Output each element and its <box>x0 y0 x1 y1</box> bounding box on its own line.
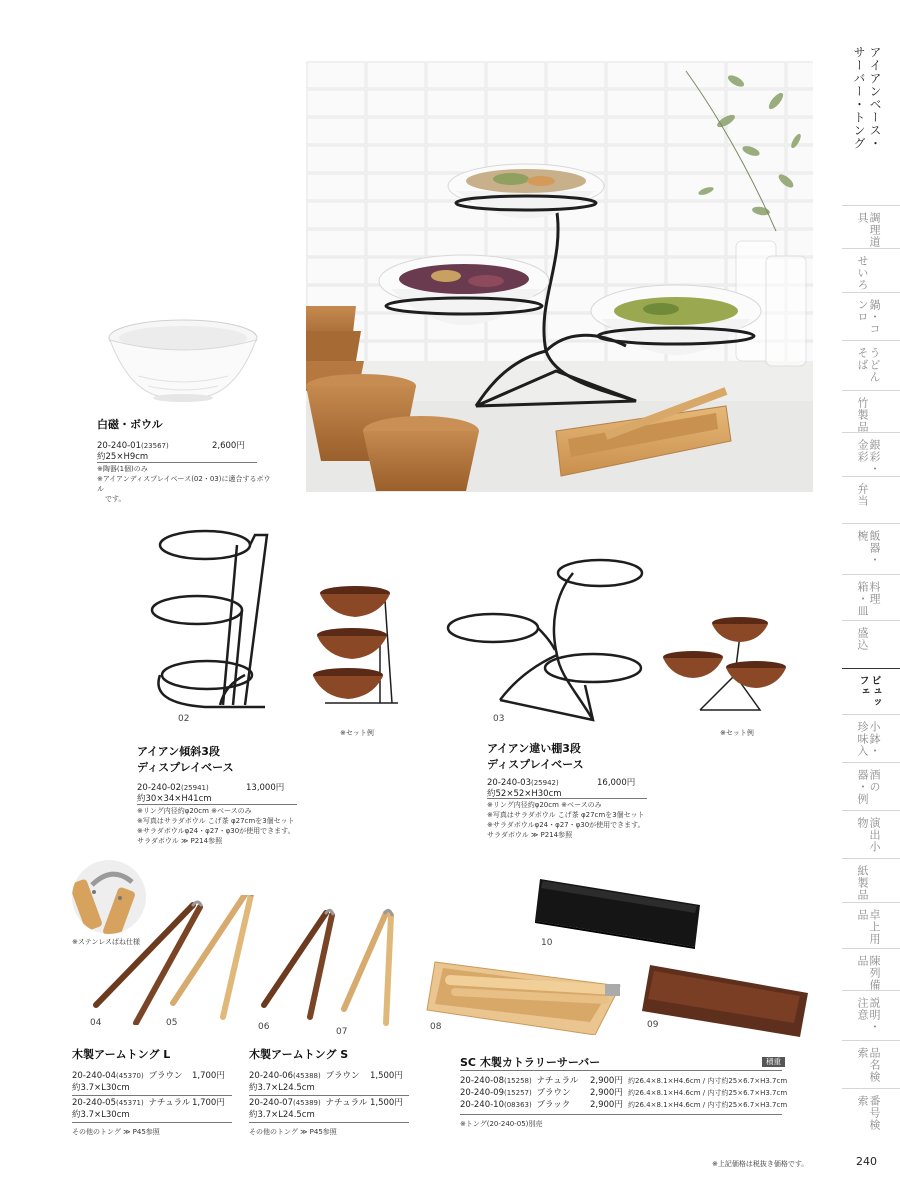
hero-photo-illustration <box>306 61 813 492</box>
item03-size: 約52×52×H30cm <box>487 789 562 799</box>
tongS-row-2-size: 約3.7×L24.5cm <box>249 1110 315 1120</box>
tongL-row-2-size: 約3.7×L30cm <box>72 1110 130 1120</box>
sidebar-item[interactable] <box>842 1040 900 1089</box>
item02-note-3: ※サラダボウルφ24・φ27・φ30が使用できます。 <box>137 827 295 835</box>
sidebar-item-label: 小鉢・珍味入 <box>856 721 881 757</box>
tongL-table <box>72 1070 232 1137</box>
tongS-row-1-color: ブラウン <box>325 1071 360 1081</box>
tongS-row-2-code: 20-240-07 <box>249 1098 293 1108</box>
sidebar-item[interactable] <box>842 574 900 621</box>
tongS-title: 木製アームトング S <box>249 1048 349 1061</box>
sidebar-item[interactable] <box>842 205 900 249</box>
sidebar-item-label: 陳列備品 <box>856 955 881 991</box>
tongL-row-2-sub: (45371) <box>116 1099 144 1107</box>
cutlery-row-1-price: 2,900円 <box>590 1076 623 1086</box>
tongs-S-illustration <box>258 905 403 1030</box>
hero-photo <box>306 61 813 492</box>
item03-divider <box>487 798 647 799</box>
item02-title-1: アイアン傾斜3段 <box>137 745 220 758</box>
item02-code: 20-240-02 <box>137 783 181 793</box>
item02-number: 02 <box>178 714 190 724</box>
cutlery-number-08: 08 <box>430 1022 442 1032</box>
tongS-row-2 <box>249 1097 409 1109</box>
tongL-divider-2 <box>72 1122 232 1123</box>
item02-title-2: ディスプレイベース <box>137 761 234 774</box>
section-title-line1: アイアンベース・ <box>868 46 882 150</box>
item03-note-4: サラダボウル ≫ P214参照 <box>487 831 573 839</box>
cutlery-row-2-price: 2,900円 <box>590 1088 623 1098</box>
sidebar-item[interactable] <box>842 523 900 575</box>
tongS-ref: その他のトング ≫ P45参照 <box>249 1128 337 1136</box>
item03-image <box>445 555 645 725</box>
sidebar-item-label: 鍋・コンロ <box>856 299 881 335</box>
item02-set-image <box>310 585 400 707</box>
tong-number-07: 07 <box>336 1027 348 1037</box>
cutlery-row-3 <box>460 1099 790 1111</box>
sidebar-item[interactable] <box>842 340 900 391</box>
tongS-row-1 <box>249 1070 409 1082</box>
tongL-row-2-price: 1,700円 <box>192 1098 225 1108</box>
cutlery-row-1-sub: (15258) <box>504 1077 532 1085</box>
bowl-notes <box>97 464 272 504</box>
tongs-L-illustration <box>88 895 263 1025</box>
cutlery-row-2 <box>460 1087 790 1099</box>
item03-set-image <box>660 615 790 715</box>
cutlery-number-09: 09 <box>647 1020 659 1030</box>
item02-price: 13,000円 <box>246 783 285 793</box>
item02-size: 約30×34×H41cm <box>137 794 212 804</box>
inclined-stand-illustration <box>145 525 275 715</box>
tongS-row-1-size: 約3.7×L24.5cm <box>249 1083 315 1093</box>
sidebar-item-label: 番号検索 <box>856 1095 881 1131</box>
cutlery-row-3-sub: (08363) <box>504 1101 532 1109</box>
tongL-row-2-code: 20-240-05 <box>72 1098 116 1108</box>
brown-tray-illustration <box>640 963 810 1038</box>
sidebar-item-label: 飯器・椀 <box>856 530 881 566</box>
sidebar-item-label: 品名検索 <box>856 1047 881 1083</box>
item02-sub: (25941) <box>181 784 209 792</box>
tiered-stand-illustration <box>445 555 645 725</box>
cutlery-table <box>460 1075 790 1111</box>
bowl-sub: (23567) <box>141 442 169 450</box>
tongL-row-2 <box>72 1097 232 1109</box>
item03-note-1: ※リング内径約φ20cm ※ベースのみ <box>487 801 602 809</box>
cutlery-row-3-code: 20-240-10 <box>460 1100 504 1110</box>
tongS-row-2-price: 1,500円 <box>370 1098 403 1108</box>
cutlery-black-image <box>535 877 705 949</box>
item03-notes <box>487 800 677 840</box>
sidebar-item-label: 料理箱・皿 <box>856 581 881 617</box>
tongL-row-1-size: 約3.7×L30cm <box>72 1083 130 1093</box>
sidebar-item[interactable] <box>842 432 900 477</box>
cutlery-bottom-divider <box>460 1114 782 1115</box>
tong-number-05: 05 <box>166 1018 178 1028</box>
black-tray-illustration <box>535 877 705 949</box>
sidebar-item-label: 調理道具 <box>856 212 881 248</box>
tongL-ref: その他のトング ≫ P45参照 <box>72 1128 160 1136</box>
item03-title-1: アイアン違い棚3段 <box>487 742 581 755</box>
sidebar-item-label: 盛込 <box>856 627 869 651</box>
item02-note-2: ※写真はサラダボウル こげ茶 φ27cmを3個セット <box>137 817 295 825</box>
sidebar-item[interactable] <box>842 858 900 903</box>
sidebar-item-label: 演出小物 <box>856 817 881 853</box>
cutlery-note: ※トング(20-240-05)別売 <box>460 1120 543 1128</box>
tongL-divider-1 <box>72 1095 232 1096</box>
item02-set-label: ※セット例 <box>340 729 374 737</box>
sidebar-item[interactable] <box>842 810 900 859</box>
bowl-divider <box>97 462 257 463</box>
item03-code: 20-240-03 <box>487 778 531 788</box>
sidebar-item-label: 説明・注意 <box>856 997 881 1033</box>
white-bowl-illustration <box>108 318 258 403</box>
bowl-title: 白磁・ボウル <box>97 418 163 431</box>
cutlery-top-divider <box>460 1070 782 1071</box>
tongs-S-image <box>258 905 403 1030</box>
item03-set-illustration <box>660 615 790 715</box>
item03-price: 16,000円 <box>597 778 636 788</box>
cutlery-row-3-color: ブラック <box>536 1100 571 1110</box>
tongS-row-1-price: 1,500円 <box>370 1071 403 1081</box>
sidebar-item[interactable] <box>842 292 900 341</box>
bowl-price: 2,600円 <box>212 441 245 451</box>
bowl-size: 約25×H9cm <box>97 452 149 462</box>
tongL-row-1-price: 1,700円 <box>192 1071 225 1081</box>
item02-note-1: ※リング内径約φ20cm ※ベースのみ <box>137 807 252 815</box>
item02-notes <box>137 806 327 846</box>
cutlery-brown-image <box>640 963 810 1038</box>
sidebar-item[interactable] <box>842 1088 900 1139</box>
sidebar-item-label: 竹製品 <box>856 397 869 433</box>
cutlery-title: SC 木製カトラリーサーバー <box>460 1056 601 1069</box>
item03-set-label: ※セット例 <box>720 729 754 737</box>
tongL-row-1-color: ブラウン <box>148 1071 183 1081</box>
sidebar-item-label: 弁当 <box>856 483 869 507</box>
cutlery-row-3-size: 約26.4×8.1×H4.6cm / 内寸約25×6.7×H3.7cm <box>628 1101 788 1109</box>
natural-tray-illustration <box>425 960 625 1035</box>
cutlery-number-10: 10 <box>541 938 553 948</box>
white-bowl-image <box>108 318 258 403</box>
cutlery-row-1-color: ナチュラル <box>536 1076 579 1086</box>
sidebar-item-label: ビュッフェ <box>857 675 880 708</box>
cutlery-row-2-size: 約26.4×8.1×H4.6cm / 内寸約25×6.7×H3.7cm <box>628 1089 788 1097</box>
item02-note-4: サラダボウル ≫ P214参照 <box>137 837 223 845</box>
tongS-table <box>249 1070 409 1137</box>
sidebar-item-label: 酒の器・例 <box>856 769 881 805</box>
item03-number: 03 <box>493 714 505 724</box>
item03-sub: (25942) <box>531 779 559 787</box>
tongL-row-1-sub: (45370) <box>116 1072 144 1080</box>
tax-note: ※上記価格は税抜き価格です。 <box>712 1160 809 1168</box>
item03-note-2: ※写真はサラダボウル こげ茶 φ27cmを3個セット <box>487 811 645 819</box>
cutlery-row-2-code: 20-240-09 <box>460 1088 504 1098</box>
cutlery-row-3-price: 2,900円 <box>590 1100 623 1110</box>
page-number: 240 <box>856 1155 877 1168</box>
tong-number-06: 06 <box>258 1022 270 1032</box>
sidebar-item-label: せいろ <box>856 255 869 291</box>
sidebar-item[interactable] <box>842 476 900 524</box>
sidebar-item[interactable] <box>842 668 900 715</box>
tongS-row-1-code: 20-240-06 <box>249 1071 293 1081</box>
cutlery-row-1-size: 約26.4×8.1×H4.6cm / 内寸約25×6.7×H3.7cm <box>628 1077 788 1085</box>
cutlery-row-2-color: ブラウン <box>536 1088 571 1098</box>
sidebar-item[interactable] <box>842 948 900 991</box>
sidebar-item[interactable] <box>842 714 900 763</box>
sidebar-item-label: 銀彩・金彩 <box>856 439 881 475</box>
tongL-row-1 <box>72 1070 232 1082</box>
bowl-note-1: ※陶器(1個)のみ <box>97 465 148 473</box>
item03-note-3: ※サラダボウルφ24・φ27・φ30が使用できます。 <box>487 821 645 829</box>
tongL-row-2-color: ナチュラル <box>148 1098 191 1108</box>
sidebar-item-label: 卓上用品 <box>856 909 881 945</box>
item02-image <box>145 525 275 715</box>
tong-number-04: 04 <box>90 1018 102 1028</box>
cutlery-natural-image <box>425 960 625 1035</box>
sidebar-item[interactable] <box>842 902 900 949</box>
sidebar-item[interactable] <box>842 248 900 293</box>
sidebar-item-label: うどんそば <box>856 347 881 383</box>
cutlery-row-1-code: 20-240-08 <box>460 1076 504 1086</box>
sidebar-item[interactable] <box>842 620 900 669</box>
tongL-title: 木製アームトング L <box>72 1048 171 1061</box>
tongs-L-image <box>88 895 263 1025</box>
item02-divider <box>137 804 297 805</box>
bowl-code: 20-240-01 <box>97 441 141 451</box>
stackable-badge: 積重 <box>762 1057 785 1067</box>
section-title-line2: サーバー・トング <box>852 46 866 150</box>
bowl-note-3: です。 <box>105 495 126 503</box>
tongS-row-2-color: ナチュラル <box>325 1098 368 1108</box>
item03-title-2: ディスプレイベース <box>487 758 584 771</box>
sidebar-item-label: 紙製品 <box>856 865 869 901</box>
bowl-note-2: ※アイアンディスプレイベース(02・03)に適合するボウル <box>97 475 271 493</box>
tong-inset-label: ※ステンレスばね仕様 <box>72 938 140 946</box>
sidebar-item[interactable] <box>842 990 900 1041</box>
tongS-row-1-sub: (45388) <box>293 1072 321 1080</box>
cutlery-row-1 <box>460 1075 790 1087</box>
sidebar-item[interactable] <box>842 762 900 811</box>
tongS-row-2-sub: (45389) <box>293 1099 321 1107</box>
tongS-divider-1 <box>249 1095 409 1096</box>
sidebar-item[interactable] <box>842 390 900 433</box>
tongL-row-1-code: 20-240-04 <box>72 1071 116 1081</box>
item02-set-illustration <box>310 585 400 707</box>
tongS-divider-2 <box>249 1122 409 1123</box>
cutlery-row-2-sub: (15257) <box>504 1089 532 1097</box>
